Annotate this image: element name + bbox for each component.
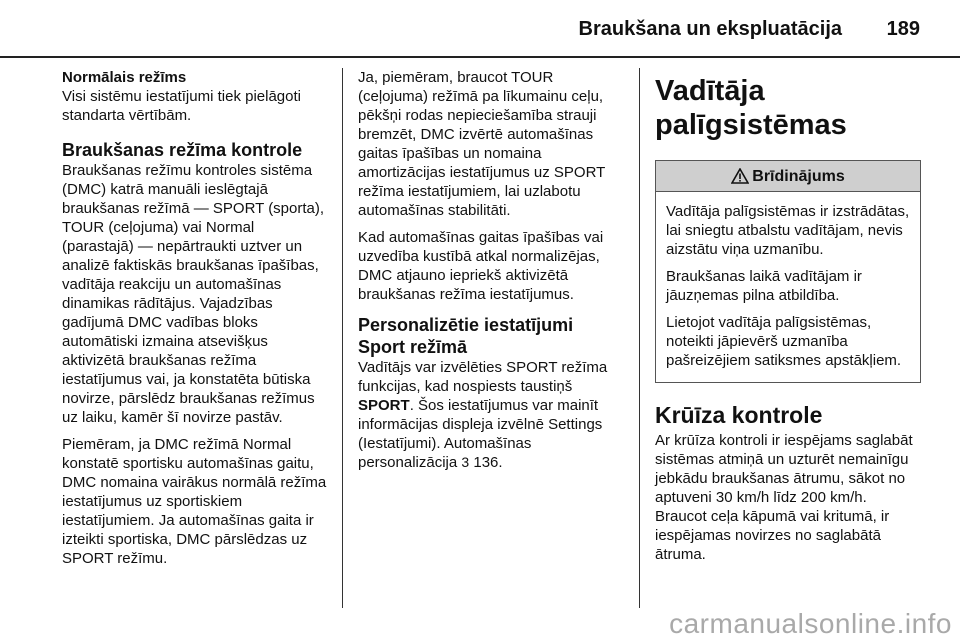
sport-key-label: SPORT [358, 397, 410, 414]
dmc-restore-paragraph: Kad automašīnas gaitas īpašības vai uzvedība kustībā atkal normalizējas, DMC atjauno iepriekš aktivizētā braukšanas režīma iestatījumus. [358, 229, 604, 303]
column-1 [62, 68, 330, 576]
personalized-text-start: Vadītājs var izvēlēties SPORT režīma funkcijas, kad nospiests taustiņš [358, 359, 608, 395]
personalized-settings-heading: Personalizētie iestatījumi Sport režīmā [358, 315, 574, 357]
column-3 [655, 68, 921, 572]
watermark: carmanualsonline.info [669, 608, 952, 639]
warning-header [656, 161, 920, 192]
header-rule [0, 56, 960, 58]
warning-title: Brīdinājums [752, 167, 845, 185]
column-2 [358, 68, 624, 480]
warning-box [655, 160, 921, 383]
page-reference-arrow-icon: 3 [461, 454, 470, 470]
normal-mode-text: Visi sistēmu iestatījumi tiek pielāgoti standarta vērtībām. [62, 88, 301, 124]
page-reference[interactable]: 136. [473, 454, 503, 471]
page-number: 189 [886, 18, 920, 40]
dmc-example-paragraph: Ja, piemēram, braucot TOUR (ceļojuma) režīmā pa līkumainu ceļu, pēkšņi rodas nepieciešamība strauji bremzēt, DMC izvērtē automašīnas gaitas īpašības un nomaina amortizācijas iestatījumus uz SPORT režīma iestatījumiem, lai uzlabotu automašīnas stabilitāti. [358, 69, 606, 219]
column-divider-2 [639, 68, 640, 608]
cruise-control-heading: Krūīza kontrole [655, 402, 823, 428]
drive-mode-paragraph-2: Piemēram, ja DMC režīmā Normal konstatē sportisku automašīnas gaitu, DMC nomaina vairākus normālā režīma iestatījumus uz sportiskiem iestatījumiem. Ja automašīnas gaita ir izteikti sportiska, DMC pārslēdzas uz SPORT režīmu. [62, 436, 327, 567]
running-header-title: Braukšana un ekspluatācija [578, 18, 842, 40]
drive-mode-control-heading: Braukšanas režīma kontrole [62, 140, 303, 160]
normal-mode-heading: Normālais režīms [62, 69, 187, 86]
personalized-text-end: . Šos iestatījumus var mainīt informācijas displeja izvēlnē Settings (Iestatījumi). Automašīnas personalizācija [358, 397, 603, 471]
drive-mode-paragraph-1: Braukšanas režīmu kontroles sistēma (DMC) katrā manuāli ieslēgtajā braukšanas režīmā — SPORT (sporta), TOUR (ceļojuma) vai Normal (parastajā) — nepārtraukti uztver un analizē faktiskās braukšanas īpašības, vadītāja reakciju un automašīnas dinamikas rādītājus. Vajadzības gadījumā DMC vadības bloks automātiski izmaina atsevišķus aktivizētā braukšanas režīma iestatījumus vai, ja konstatēta būtiska novirze, pārslēdz braukšanas režīmus uz laiku, kamēr šī novirze pastāv. [62, 162, 325, 426]
personalized-settings-text [358, 358, 624, 472]
warning-paragraph-2: Braukšanas laikā vadītājam ir jāuzņemas pilna atbildība. [666, 268, 862, 304]
warning-body [656, 192, 920, 382]
warning-paragraph-3: Lietojot vadītāja palīgsistēmas, noteikti jāpievērš uzmanība pašreizējiem satiksmes apstākļiem. [666, 314, 902, 369]
cruise-control-text: Ar krūīza kontroli ir iespējams saglabāt sistēmas atmiņā un uzturēt nemainīgu jebkādu braukšanas ātrumu, sākot no aptuveni 30 km/h līdz 200 km/h. Braucot ceļa kāpumā vai kritumā, ir iespējamas novirzes no saglabātā ātruma. [655, 432, 913, 563]
column-divider-1 [342, 68, 343, 608]
driver-assistance-heading: Vadītāja palīgsistēmas [655, 75, 847, 141]
warning-triangle-icon [731, 168, 749, 184]
warning-paragraph-1: Vadītāja palīgsistēmas ir izstrādātas, lai sniegtu atbalstu vadītājam, nevis aizstātu viņa uzmanību. [666, 203, 910, 258]
